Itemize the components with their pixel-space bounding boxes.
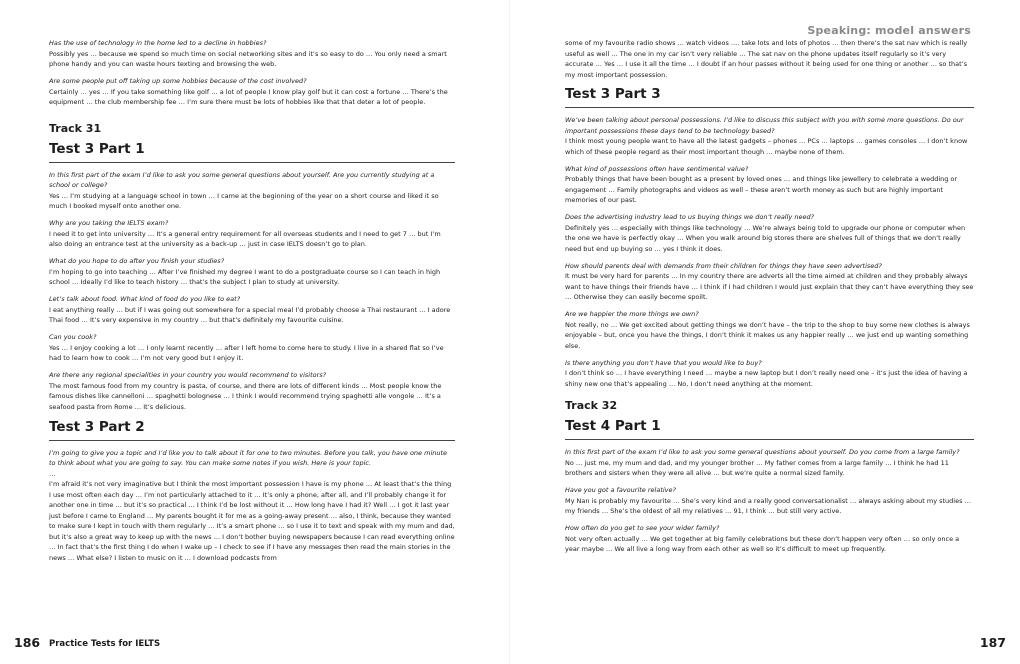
answer: Possibly yes … because we spend so much time on social networking sites and it’s so easy to do … You only need a smart phone handy and you can waste hours texting and browsing the web.	[49, 49, 447, 68]
qa-block	[565, 523, 974, 555]
section-heading: Test 3 Part 3	[565, 86, 661, 102]
section-rule	[565, 439, 974, 440]
question: How often do you get to see your wider family?	[565, 524, 720, 532]
answer: I’m afraid it’s not very imaginative but I think the most important possession I have is my phone … At least that’s the thing I use most often each day … I’m not particularly attached to it … It’s only a phone, after all, and I’ll probably change it for another one in time … but it’s so practical … I think I’d be lost without it … How long have I had it? Well … I got it last year just before I came to England … My parents bought it for me as a going-away present … also, I think, because they wanted to make sure I kept in touch with them regularly … It’s a smart phone … so I use it to text and speak with my mum and dad, but it’s also a great way to keep up with the news … I don’t bother buying newspapers because I can read everything online … In fact that’s the first thing I do when I wake up – I check to see if I have any messages then read the main stories in the news … What else? I listen to music on it … I download podcasts from	[49, 480, 455, 562]
answer: Not really, no … We get excited about getting things we don’t have – the trip to the shop to buy some new clothes is always enjoyable – but, once you have the things, I don’t think it makes us any happier really … we just end up wanting something else.	[565, 320, 970, 350]
qa-block	[565, 164, 974, 206]
qa-block	[49, 332, 455, 364]
answer: It must be very hard for parents … In my country there are adverts all the time aimed at children and they probably always want to have things their friends have … I think if I had children I would just explain that they can’t have everything they see … Otherwise they can easily become spoilt.	[565, 272, 974, 301]
qa-block	[565, 309, 974, 351]
question: Let’s talk about food. What kind of food do you like to eat?	[49, 295, 241, 303]
qa-block	[49, 218, 455, 250]
answer: No … just me, my mum and dad, and my younger brother … My father comes from a large family … I think he had 11 brothers and sisters when they were all alive … but we’re quite a normal sized family.	[565, 458, 949, 477]
qa-block	[49, 38, 455, 70]
section-rule	[565, 107, 974, 108]
section-rule	[49, 440, 455, 441]
qa-block	[49, 76, 455, 108]
page-number: 187	[979, 635, 1006, 650]
answer: Yes … I’m studying at a language school in town … I came at the beginning of the year on a short course and liked it so much I booked myself onto another one.	[49, 191, 439, 210]
answer: Yes … I enjoy cooking a lot … I only learnt recently … after I left home to come here to study. I live in a shared flat so I’ve had to learn how to cook … I’m not very good but I enjoy it.	[49, 343, 444, 362]
answer: The most famous food from my country is pasta, of course, and there are lots of different kinds … Most people know the famous dishes like cannelloni … spaghetti bolognese … I think I would recommend trying spaghetti alle vongole … It’s a seafood pasta from Rome … It’s delicious.	[49, 381, 442, 411]
right-page	[510, 0, 1020, 664]
running-head: Speaking: model answers	[807, 24, 971, 37]
section-heading: Test 3 Part 1	[49, 140, 145, 157]
answer: Not very often actually … We get together at big family celebrations but these don’t happen very often … so only once a year maybe … We all live a long way from each other as well so it’s difficult to meet up frequently.	[565, 534, 960, 553]
question: In this first part of the exam I’d like to ask you some general questions about yourself. Are you currently studying at a school or college?	[49, 170, 435, 189]
qa-block	[565, 261, 974, 303]
track-label: Track 32	[565, 399, 618, 412]
continued-answer: some of my favourite radio shows … watch videos …. take lots and lots of photos … then there’s the sat nav which is really useful as well … The one in my car isn’t very reliable … The sat nav on the phone updates itself regularly so it’s very accurate … Yes … I use it all the time … I doubt if an hour passes without it being used for one thing or another … so that’s my most important possession.	[565, 39, 968, 79]
right-column	[565, 38, 974, 561]
qa-block	[565, 485, 974, 517]
answer: I think most young people want to have all the latest gadgets – phones … PCs … laptops … games consoles … I don’t know which of these people regard as their most important though … maybe none of them.	[565, 137, 968, 156]
question: Can you cook?	[49, 333, 97, 341]
qa-block	[565, 447, 974, 479]
question: What kind of possessions often have sentimental value?	[565, 164, 749, 173]
qa-block	[49, 370, 455, 412]
question: Why are you taking the IELTS exam?	[49, 219, 169, 227]
question: Are there any regional specialities in your country you would recommend to visitors?	[49, 371, 327, 379]
task-intro: I’m going to give you a topic and I’d like you to talk about it for one to two minutes. Before you talk, you have one minute to think about what you are going to say. You can make some notes if you wish. Here is your topic.	[49, 448, 448, 467]
qa-block	[49, 294, 455, 326]
qa-block	[565, 115, 974, 157]
answer: I don’t think so … I have everything I need … maybe a new laptop but I don’t really need one – it’s just the idea of having a shiny new one that’s appealing … No, I don’t need anything at the moment.	[565, 369, 968, 388]
qa-block	[565, 212, 974, 254]
answer: Certainly … yes … If you take something like golf … a lot of people I know play golf but it can cost a fortune … There’s the equipment … the club membership fee … I’m sure there must be lots of hobbies like that that deter a lot of people.	[49, 87, 448, 106]
ellipsis: …	[49, 469, 56, 478]
book-title: Practice Tests for IELTS	[49, 639, 161, 649]
page-number: 186	[14, 635, 41, 650]
answer: I need it to get into university … It’s a general entry requirement for all overseas students and I need to get 7 … but I’m also doing an entrance test at the university as a back-up … just in case IELTS doesn’t go to plan.	[49, 229, 441, 248]
left-column	[49, 38, 455, 563]
section-rule	[49, 162, 455, 163]
qa-block	[49, 256, 455, 288]
question: Are some people put off taking up some hobbies because of the cost involved?	[49, 77, 307, 85]
answer: Definitely yes … especially with things like technology … We’re always being told to upgrade our phone or computer when the one we have is perfectly okay … When you walk around big stores there are shelves full of things that we don’t really need but end up buying so … yes I think it does.	[565, 223, 966, 253]
answer: I’m hoping to go into teaching … After I’ve finished my degree I want to do a postgraduate course so I can teach in high school … Ideally I’d like to teach history … that’s the subject I plan to study at university.	[49, 267, 441, 286]
answer: My Nan is probably my favourite … She’s very kind and a really good conversationalist … always asking about my studies … my friends … She’s the oldest of all my relatives … 91, I think … but still very active.	[565, 496, 972, 515]
question: Has the use of technology in the home led to a decline in hobbies?	[49, 39, 267, 47]
section-heading: Test 3 Part 2	[49, 418, 145, 435]
qa-block	[565, 358, 974, 390]
answer: Probably things that have been bought as a present by loved ones … and things like jewellery to celebrate a wedding or engagement … Family photographs and videos as well – these aren’t worth money as such but are highly important memories of our past.	[565, 175, 958, 204]
qa-block	[49, 170, 455, 212]
question: Does the advertising industry lead to us buying things we don’t really need?	[565, 213, 815, 221]
answer: I eat anything really … but if I was going out somewhere for a special meal I’d probably choose a Thai restaurant … I adore Thai food … It’s very expensive in my country … but that’s definitely my favourite cuisine.	[49, 305, 451, 324]
question: What do you hope to do after you finish your studies?	[49, 257, 225, 265]
question: Are we happier the more things we own?	[565, 310, 699, 318]
section-heading: Test 4 Part 1	[565, 418, 661, 434]
question: Is there anything you don’t have that you would like to buy?	[565, 358, 762, 367]
question: How should parents deal with demands from their children for things they have seen advertised?	[565, 261, 882, 270]
question: Have you got a favourite relative?	[565, 486, 676, 494]
question: In this first part of the exam I’d like to ask you some general questions about yourself. Do you come from a large family?	[565, 448, 960, 456]
question: We’ve been talking about personal possessions. I’d like to discuss this subject with you with some more questions. Do our important possessions these days tend to be technology based?	[565, 116, 964, 135]
track-label: Track 31	[49, 121, 102, 135]
